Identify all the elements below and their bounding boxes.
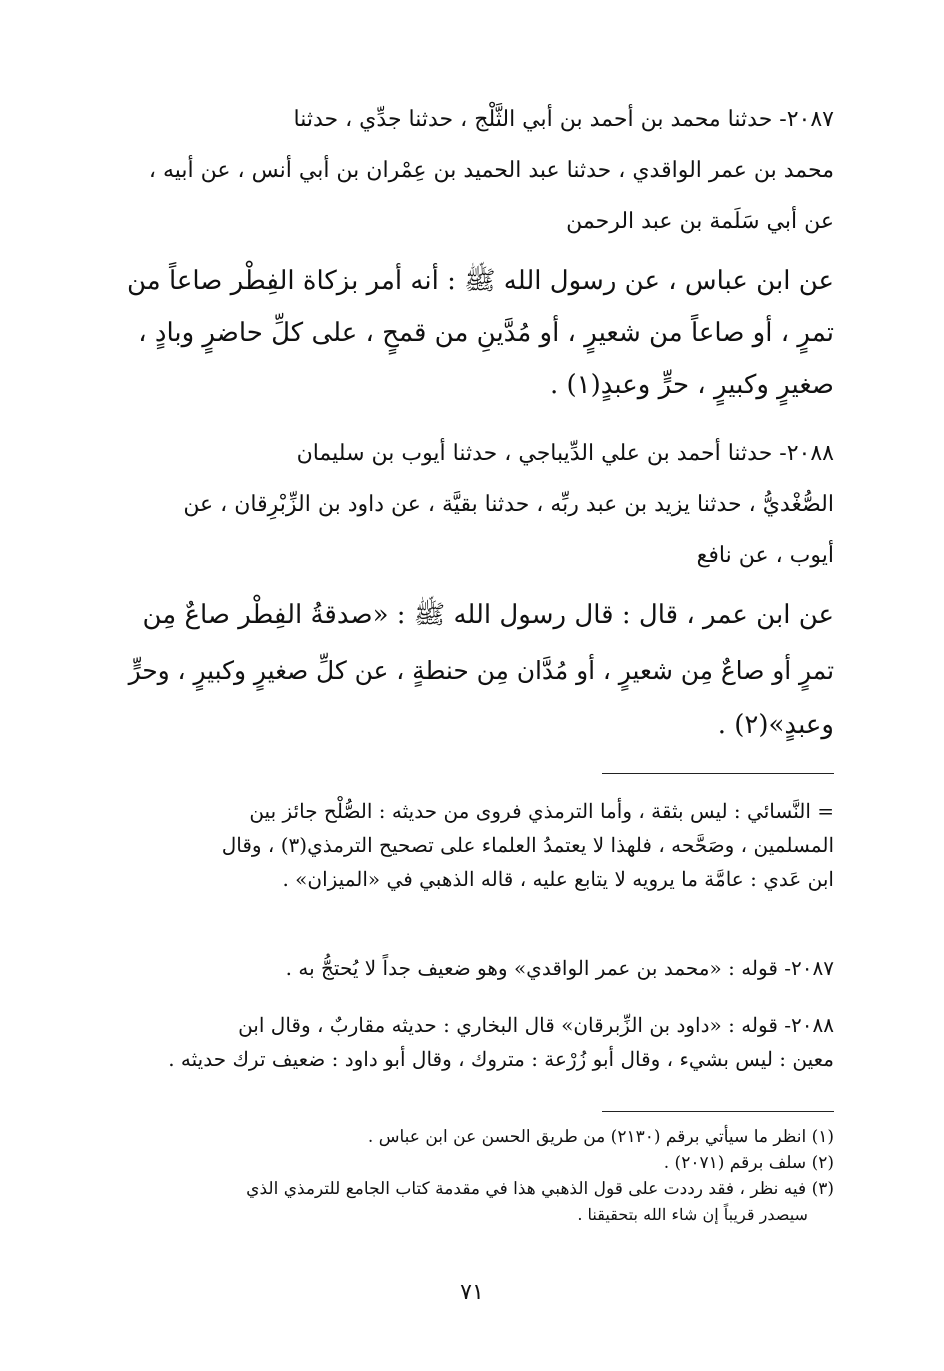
text-line: أيوب ، عن نافع (696, 543, 834, 568)
text-line: تمرٍ أو صاعٌ مِن شعيرٍ ، أو مُدَّان مِن حنطةٍ ، عن كلِّ صغيرٍ وكبيرٍ ، وحرٍّ (128, 656, 834, 685)
footnote-3-continuation: سيصدر قريباً إن شاء الله بتحقيقنا . (577, 1205, 808, 1224)
text-line: ٢٠٨٧- حدثنا محمد بن أحمد بن أبي الثَّلْج ، حدثنا جدِّي ، حدثنا (293, 107, 834, 132)
text-line: عن ابن عباس ، عن رسول الله ﷺ : أنه أمر بزكاة الفِطْر صاعاً من (126, 266, 834, 296)
footnotes (114, 1124, 834, 1228)
footnote-2: (٢) سلف برقم (٢٠٧١) . (663, 1153, 834, 1173)
footnote-1: (١) انظر ما سيأتي برقم (٢١٣٠) من طريق الحسن عن ابن عباس . (367, 1127, 834, 1147)
page-number: ٧١ (460, 1280, 484, 1305)
text-line: عن ابن عمر ، قال : قال رسول الله ﷺ : «صدقةُ الفِطْر صاعٌ مِن (142, 600, 834, 630)
text-line: محمد بن عمر الواقدي ، حدثنا عبد الحميد بن عِمْران بن أبي أنس ، عن أبيه ، (148, 158, 834, 183)
text-line: تمرٍ ، أو صاعاً من شعيرٍ ، أو مُدَّينِ من قمحٍ ، على كلِّ حاضرٍ وبادٍ ، (138, 318, 834, 348)
hadith-2088-matn (114, 588, 834, 753)
text-line: عن أبي سَلَمة بن عبد الرحمن (566, 209, 834, 234)
text-line: ٢٠٨٨- حدثنا أحمد بن علي الدِّيباجي ، حدثنا أيوب بن سليمان (296, 441, 834, 466)
footnotes-divider (602, 1111, 834, 1112)
hadith-2087-isnad (114, 94, 834, 247)
commentary-note-2087 (114, 951, 834, 985)
commentary-divider (602, 773, 834, 774)
hadith-2087-matn (114, 255, 834, 411)
hadith-2088-isnad (114, 428, 834, 581)
commentary-note-2088 (114, 1008, 834, 1076)
text-line: صغيرٍ وكبيرٍ ، حرٍّ وعبدٍ(١) . (549, 370, 834, 400)
commentary-continuation (114, 794, 834, 896)
text-line: ٢٠٨٧- قوله : «محمد بن عمر الواقدي» وهو ضعيف جداً لا يُحتجُّ به . (285, 956, 834, 980)
text-line: الصُّغْديُّ ، حدثنا يزيد بن عبد ربِّه ، حدثنا بقيَّة ، عن داود بن الزِّبْرِقان ، عن (183, 492, 834, 517)
footnote-3: (٣) فيه نظر ، فقد رددت على قول الذهبي هذا في مقدمة كتاب الجامع للترمذي الذي (246, 1179, 834, 1199)
text-line: ٢٠٨٨- قوله : «داود بن الزِّبرقان» قال البخاري : حديثه مقاربٌ ، وقال ابن (238, 1013, 834, 1037)
text-line: وعبدٍ»(٢) . (717, 710, 834, 740)
text-line: = النَّسائي : ليس بثقة ، وأما الترمذي فروى من حديثه : الصُّلْح جائز بين (249, 799, 834, 823)
text-line: ابن عَدي : عامَّة ما يرويه لا يتابع عليه ، قاله الذهبي في «الميزان» . (282, 867, 834, 891)
text-line: المسلمين ، وصَحَّحه ، فلهذا لا يعتمدُ العلماء على تصحيح الترمذي(٣) ، وقال (221, 833, 834, 857)
text-line: معين : ليس بشيء ، وقال أبو زُرْعة : متروك ، وقال أبو داود : ضعيف ترك حديثه . (168, 1047, 834, 1071)
